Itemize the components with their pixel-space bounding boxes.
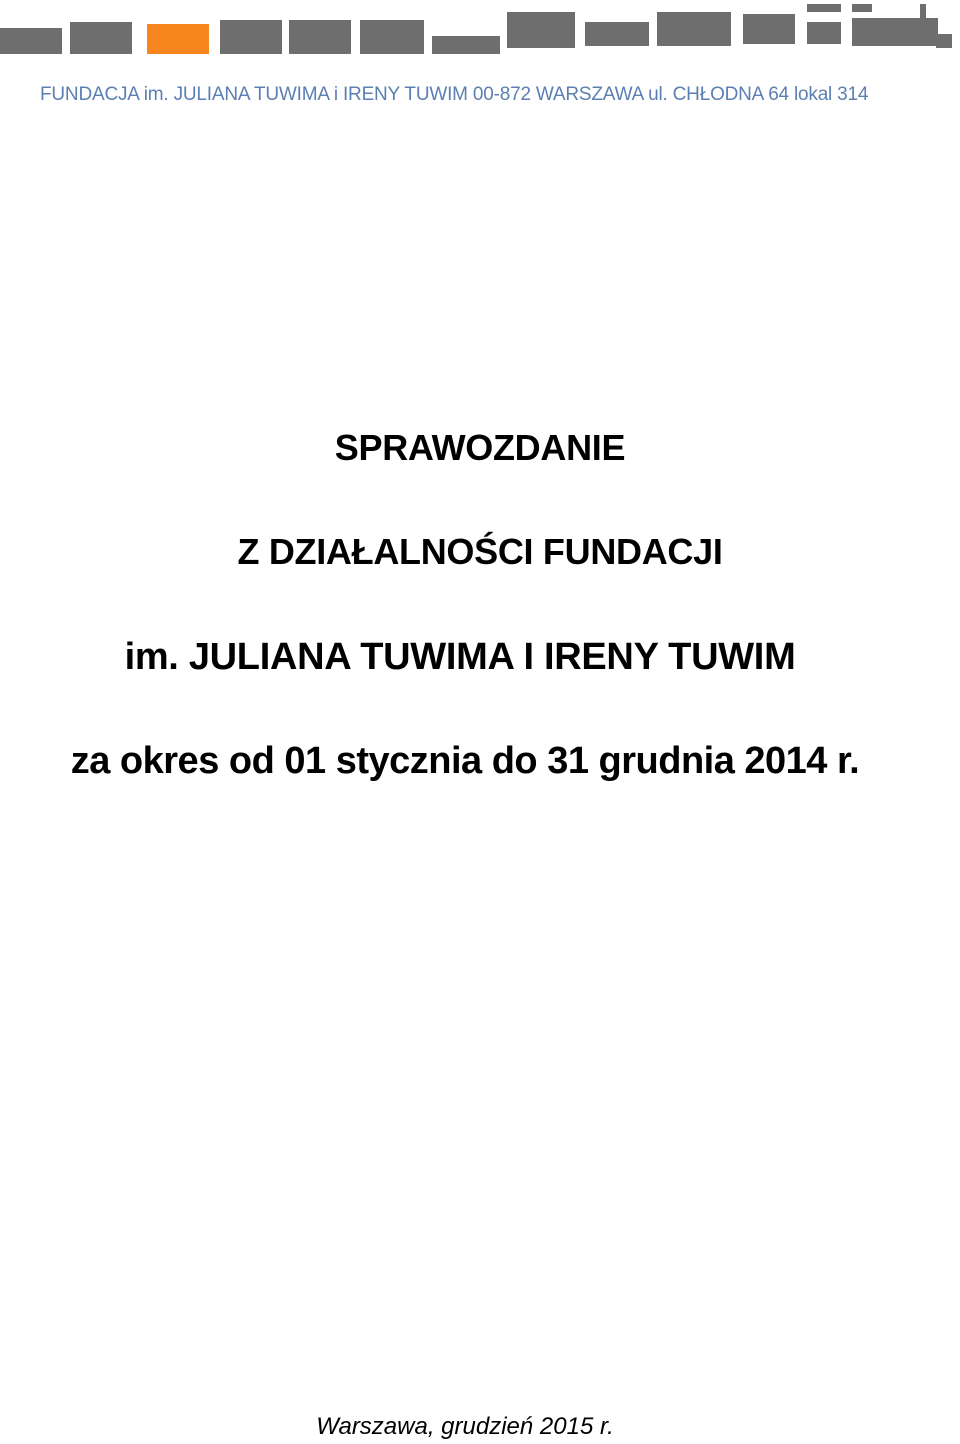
bar	[220, 20, 282, 54]
bar	[852, 18, 938, 46]
foundation-name: im. JULIANA TUWIMA I IRENY TUWIM	[124, 636, 796, 678]
reporting-period: za okres od 01 stycznia do 31 grudnia 2014 r.	[70, 740, 860, 782]
bar	[70, 22, 132, 54]
bar	[852, 4, 872, 12]
bar	[936, 34, 952, 48]
bar	[360, 20, 424, 54]
bar	[507, 12, 575, 48]
decorative-bars	[0, 4, 952, 54]
document-title: SPRAWOZDANIE	[334, 427, 626, 468]
bar	[585, 22, 649, 46]
foundation-address: FUNDACJA im. JULIANA TUWIMA i IRENY TUWIM 00-872 WARSZAWA ul. CHŁODNA 64 lokal 314	[40, 84, 869, 105]
document-subtitle: Z DZIAŁALNOŚCI FUNDACJI	[237, 531, 723, 572]
bar	[807, 22, 841, 44]
bar	[807, 4, 841, 12]
header-decoration	[0, 0, 960, 60]
bar	[432, 36, 500, 54]
bar	[289, 20, 351, 54]
bar	[0, 28, 62, 54]
place-and-date: Warszawa, grudzień 2015 r.	[316, 1413, 614, 1440]
bar	[920, 4, 926, 20]
bar	[147, 24, 209, 54]
bar	[743, 14, 795, 44]
bar	[657, 12, 731, 46]
